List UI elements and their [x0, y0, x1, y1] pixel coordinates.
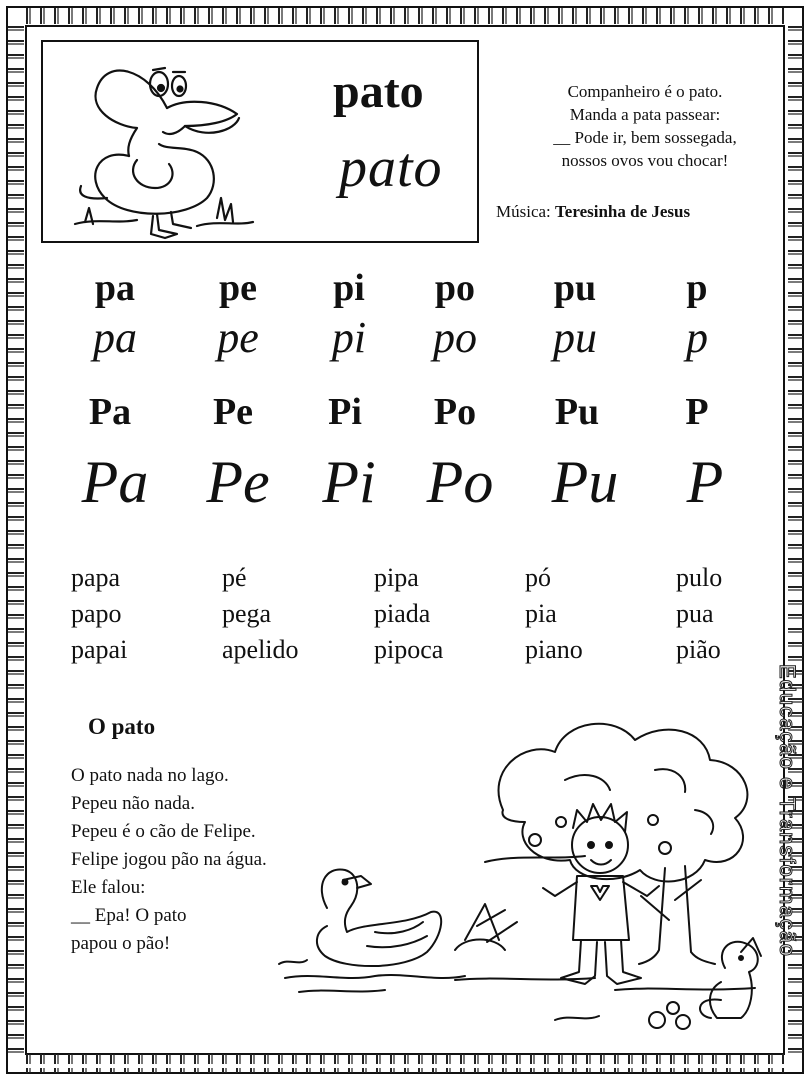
syllable-upper-p: P — [685, 391, 709, 433]
syllable-script-po: po — [433, 313, 477, 362]
syllable-pe: pe — [219, 267, 257, 309]
music-label: Música: — [496, 202, 551, 221]
header-box — [41, 40, 479, 243]
watermark-text: Educação e Transformação — [775, 664, 800, 958]
word-column-po — [525, 560, 583, 668]
word-item: apelido — [222, 635, 299, 664]
duck-illustration — [67, 48, 257, 240]
word-item: pia — [525, 599, 557, 628]
word-item: pua — [676, 599, 714, 628]
syllable-pa: pa — [94, 267, 136, 309]
story-line: Ele falou: — [71, 877, 146, 898]
syllable-script-pi: pi — [331, 313, 367, 362]
word-item: pipa — [374, 563, 419, 592]
word-item: piano — [525, 635, 583, 664]
watermark — [775, 664, 806, 1004]
word-item: piada — [374, 599, 431, 628]
word-item: pó — [525, 563, 551, 592]
story-title: O pato — [88, 714, 156, 739]
syllable-script-pe: pe — [217, 313, 259, 362]
syllable-upper-pi: Pi — [328, 391, 362, 433]
syllable-upper-pe: Pe — [212, 391, 254, 433]
story-line: O pato nada no lago. — [71, 765, 229, 786]
verse-line: Companheiro é o pato. — [567, 82, 723, 101]
verse-line: Manda a pata passear: — [569, 105, 721, 124]
scene-illustration — [255, 700, 775, 1040]
story-line: __ Epa! O pato — [71, 905, 187, 926]
syllable-po: po — [434, 267, 476, 309]
verse-line: nossos ovos vou chocar! — [561, 151, 729, 170]
syllable-script-upper-pe: Pe — [206, 449, 270, 515]
verse-line: __ Pode ir, bem sossegada, — [553, 128, 737, 147]
music-credit — [496, 202, 690, 222]
word-column-pi — [374, 560, 443, 668]
story-line: Pepeu não nada. — [71, 793, 195, 814]
syllable-upper-po: Po — [433, 391, 477, 433]
word-item: pulo — [676, 563, 723, 592]
story-line: Pepeu é o cão de Felipe. — [71, 821, 256, 842]
music-title: Teresinha de Jesus — [555, 202, 691, 221]
word-item: papa — [71, 563, 121, 592]
syllable-script-p: p — [686, 313, 708, 362]
story-text — [71, 762, 267, 958]
syllable-script-upper-pa: Pa — [81, 449, 149, 515]
word-column-pu — [676, 560, 722, 668]
word-item: pega — [222, 599, 272, 628]
syllable-upper-pu: Pu — [554, 391, 600, 433]
syllable-p: p — [686, 267, 708, 309]
syllable-upper-pa: Pa — [88, 391, 132, 433]
word-item: pipoca — [374, 635, 444, 664]
verse — [510, 80, 780, 172]
story-line: papou o pão! — [71, 933, 171, 954]
header-word-script: pato — [339, 137, 443, 199]
syllable-script-pu: pu — [553, 313, 597, 362]
syllable-script-upper-pu: Pu — [551, 449, 619, 515]
syllable-pu: pu — [553, 267, 597, 309]
word-column-pe — [222, 560, 299, 668]
word-item: papai — [71, 635, 128, 664]
syllable-script-upper-pi: Pi — [322, 449, 376, 515]
syllable-pi: pi — [333, 267, 365, 309]
header-word-print: pato — [333, 65, 424, 118]
word-item: papo — [71, 599, 122, 628]
word-item: pião — [676, 635, 721, 664]
syllable-script-pa: pa — [93, 313, 137, 362]
syllable-script-upper-po: Po — [426, 449, 494, 515]
story-line: Felipe jogou pão na água. — [71, 849, 267, 870]
word-item: pé — [222, 563, 247, 592]
syllable-script-upper-p: P — [686, 449, 724, 515]
word-column-pa — [71, 560, 127, 668]
